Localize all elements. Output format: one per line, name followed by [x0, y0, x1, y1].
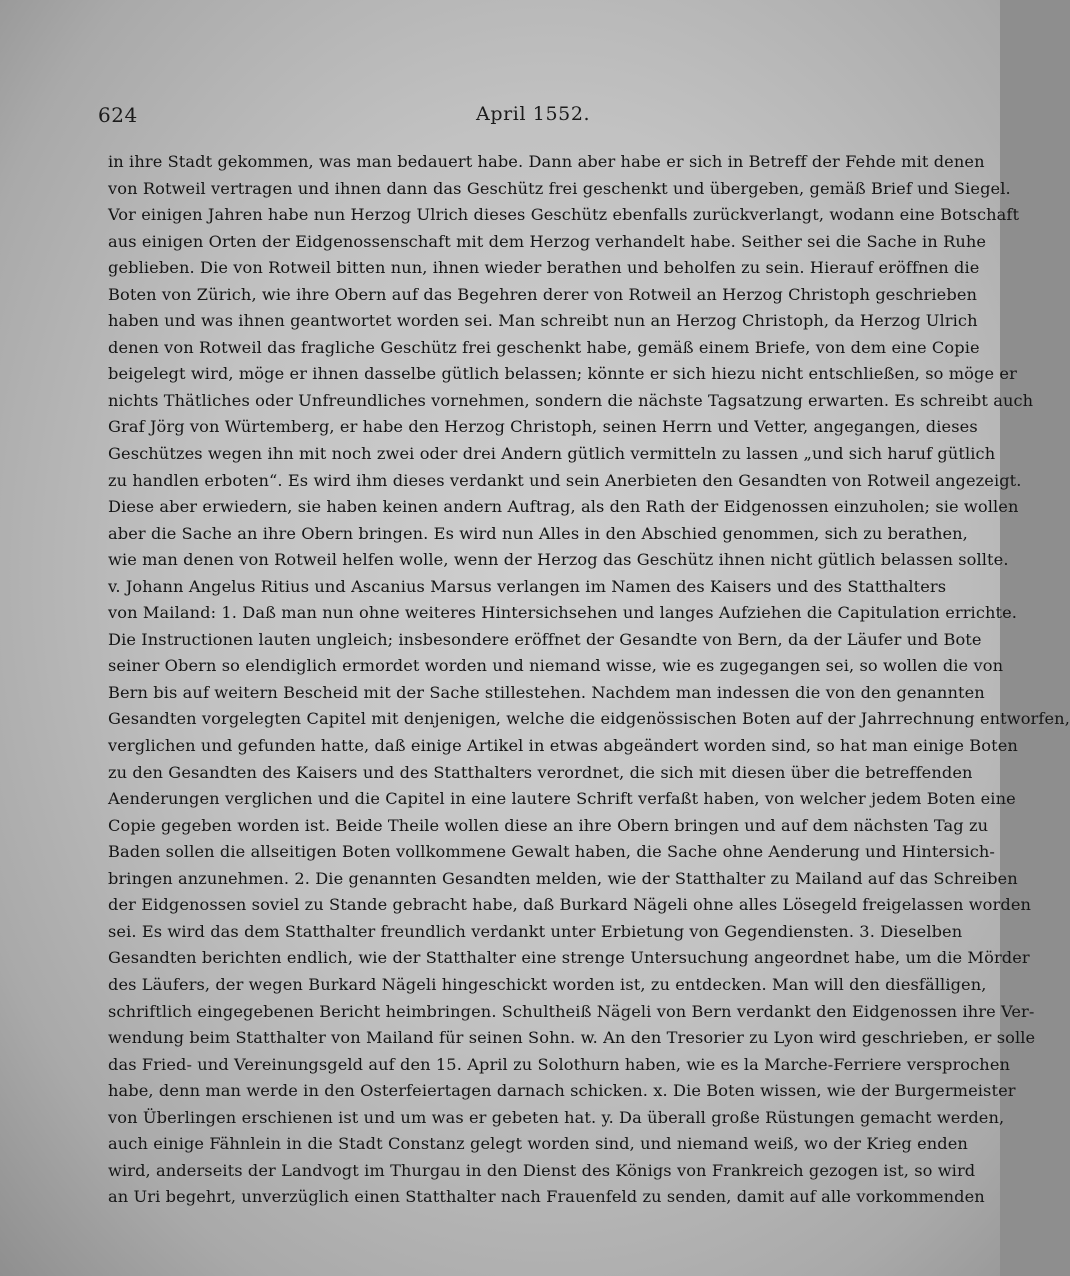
- text-line: sei. Es wird das dem Statthalter freundlich verdankt unter Erbietung von Gegendiensten. 3. Dieselben: [108, 921, 963, 941]
- text-line: Diese aber erwiedern, sie haben keinen andern Auftrag, als den Rath der Eidgenossen einzuholen; sie wollen: [108, 497, 1019, 517]
- text-line: nichts Thätliches oder Unfreundliches vornehmen, sondern die nächste Tagsatzung erwarten. Es schreibt auch: [108, 390, 1034, 410]
- text-line: habe, denn man werde in den Osterfeiertagen darnach schicken. x. Die Boten wissen, wie der Burgermeister: [108, 1081, 1016, 1101]
- text-line: Boten von Zürich, wie ihre Obern auf das Begehren derer von Rotweil an Herzog Christoph geschrieben: [108, 284, 978, 304]
- text-line: Geschützes wegen ihn mit noch zwei oder drei Andern gütlich vermitteln zu lassen „und sich haruf gütlich: [108, 444, 996, 464]
- text-line: auch einige Fähnlein in die Stadt Constanz gelegt worden sind, und niemand weiß, wo der Krieg enden: [108, 1134, 968, 1154]
- text-line: von Mailand: 1. Daß man nun ohne weiteres Hintersichsehen und langes Aufziehen die Capitulation errichte.: [108, 603, 1018, 623]
- text-line: denen von Rotweil das fragliche Geschütz frei geschenkt habe, gemäß einem Briefe, von dem eine Copie: [108, 337, 980, 357]
- text-line: verglichen und gefunden hatte, daß einige Artikel in etwas abgeändert worden sind, so hat man einige Boten: [108, 736, 1018, 756]
- text-line: aus einigen Orten der Eidgenossenschaft mit dem Herzog verhandelt habe. Seither sei die Sache in Ruhe: [108, 231, 987, 251]
- text-line: wird, anderseits der Landvogt im Thurgau in den Dienst des Königs von Frankreich gezogen ist, so wird: [108, 1160, 976, 1180]
- page-number: 624: [98, 103, 138, 127]
- text-line: schriftlich eingegebenen Bericht heimbringen. Schultheiß Nägeli von Bern verdankt den Eidgenossen ihre Ver-: [108, 1001, 1035, 1021]
- body-text: [108, 149, 1070, 1211]
- text-line: das Fried- und Vereinungsgeld auf den 15. April zu Solothurn haben, wie es la Marche-Ferriere versprochen: [108, 1054, 1011, 1074]
- text-line: des Läufers, der wegen Burkard Nägeli hingeschickt worden ist, zu entdecken. Man will den diesfälligen,: [108, 974, 987, 994]
- text-line: der Eidgenossen soviel zu Stande gebracht habe, daß Burkard Nägeli ohne alles Lösegeld freigelassen worden: [108, 895, 1032, 915]
- text-line: in ihre Stadt gekommen, was man bedauert habe. Dann aber habe er sich in Betreff der Fehde mit denen: [108, 152, 985, 171]
- text-line: geblieben. Die von Rotweil bitten nun, ihnen wieder berathen und beholfen zu sein. Hierauf eröffnen die: [108, 258, 980, 278]
- text-line: zu den Gesandten des Kaisers und des Statthalters verordnet, die sich mit diesen über die betreffenden: [108, 762, 973, 782]
- text-line: haben und was ihnen geantwortet worden sei. Man schreibt nun an Herzog Christoph, da Herzog Ulrich: [108, 311, 978, 331]
- running-head: April 1552.: [476, 103, 591, 125]
- text-line: Die Instructionen lauten ungleich; insbesondere eröffnet der Gesandte von Bern, da der Läufer und Bote: [108, 629, 982, 649]
- text-line: seiner Obern so elendiglich ermordet worden und niemand wisse, wie es zugegangen sei, so wollen die von: [108, 656, 1004, 676]
- text-line: Gesandten berichten endlich, wie der Statthalter eine strenge Untersuchung angeordnet habe, um die Mörder: [108, 948, 1030, 968]
- text-line: Bern bis auf weitern Bescheid mit der Sache stillestehen. Nachdem man indessen die von den genannten: [108, 682, 985, 702]
- text-line: zu handlen erboten“. Es wird ihm dieses verdankt und sein Anerbieten den Gesandten von Rotweil angezeigt.: [108, 470, 1022, 490]
- text-line: aber die Sache an ihre Obern bringen. Es wird nun Alles in den Abschied genommen, sich zu berathen,: [108, 523, 968, 543]
- page-header: [96, 100, 946, 132]
- text-line: Baden sollen die allseitigen Boten vollkommene Gewalt haben, die Sache ohne Aenderung und Hintersich-: [108, 842, 995, 862]
- text-line: beigelegt wird, möge er ihnen dasselbe gütlich belassen; könnte er sich hiezu nicht entschließen, so möge er: [108, 364, 1017, 384]
- text-line: bringen anzunehmen. 2. Die genannten Gesandten melden, wie der Statthalter zu Mailand auf das Schreiben: [108, 868, 1018, 888]
- text-line: wendung beim Statthalter von Mailand für seinen Sohn. w. An den Tresorier zu Lyon wird geschrieben, er solle: [108, 1028, 1036, 1048]
- text-line: von Rotweil vertragen und ihnen dann das Geschütz frei geschenkt und übergeben, gemäß Brief und Siegel.: [108, 178, 1011, 198]
- text-line: von Überlingen erschienen ist und um was er gebeten hat. y. Da überall große Rüstungen gemacht werden,: [108, 1107, 1005, 1127]
- text-line: Copie gegeben worden ist. Beide Theile wollen diese an ihre Obern bringen und auf dem nächsten Tag zu: [108, 815, 989, 835]
- text-line: Graf Jörg von Würtemberg, er habe den Herzog Christoph, seinen Herrn und Vetter, angegangen, dieses: [108, 417, 978, 437]
- text-line: Aenderungen verglichen und die Capitel in eine lautere Schrift verfaßt haben, von welcher jedem Boten eine: [108, 789, 1016, 809]
- text-line: wie man denen von Rotweil helfen wolle, wenn der Herzog das Geschütz ihnen nicht gütlich belassen sollte.: [108, 550, 1009, 570]
- text-line: an Uri begehrt, unverzüglich einen Statthalter nach Frauenfeld zu senden, damit auf alle vorkommenden: [108, 1187, 985, 1207]
- text-line: Gesandten vorgelegten Capitel mit denjenigen, welche die eidgenössischen Boten auf der Jahrrechnung entworfen,: [108, 709, 1070, 729]
- text-line: Vor einigen Jahren habe nun Herzog Ulrich dieses Geschütz ebenfalls zurückverlangt, wodann eine Botschaft: [108, 205, 1020, 225]
- text-line: v. Johann Angelus Ritius und Ascanius Marsus verlangen im Namen des Kaisers und des Statthalters: [108, 576, 947, 596]
